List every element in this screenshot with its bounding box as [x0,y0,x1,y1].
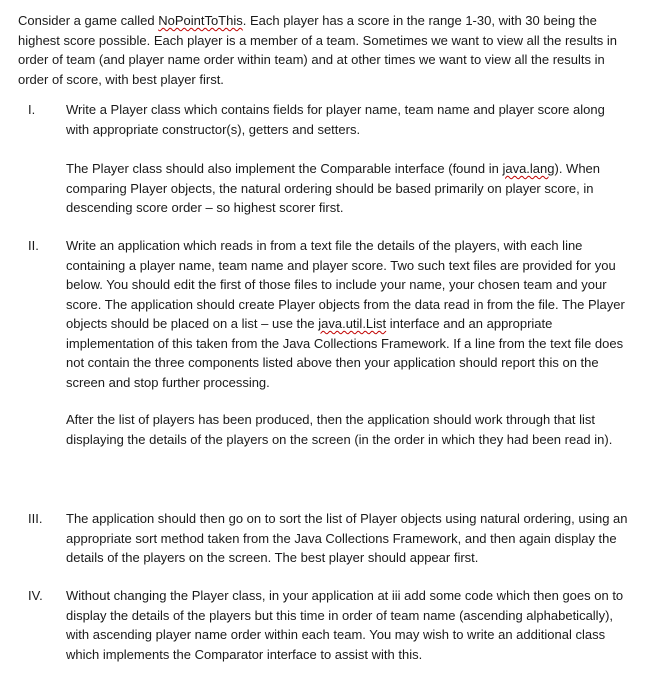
game-name: NoPointToThis [158,13,243,28]
item-4-paragraph-1: Without changing the Player class, in your application at iii add some code which then goes on to display the details of the players but this time in order of team name (ascending alphabetically), with ascending player name order within each team. You may wish to write an additional class which implements the Comparator interface to assist with this. [66,588,624,662]
item-number-2: II. [28,238,39,253]
item-2-paragraph-1-start: Write an application which reads in from a text file the details of the players, with each line containing a player name, team name and player score. Two such text files are provided for you below. You should edit the first of those files to include your name, your chosen team and your score. The application should create Player objects from the data read in from the file. The Player objects should be placed on a list – use the [66,238,625,331]
item-1-paragraph-2-start: The Player class should also implement the Comparable interface (found in [66,161,503,176]
item-number-3: III. [28,511,43,526]
item-number-1: I. [28,102,36,117]
item-1-paragraph-2 [66,159,628,218]
intro-text-start: Consider a game called [18,13,159,28]
item-3-paragraph-1: The application should then go on to sort the list of Player objects using natural ordering, using an appropriate sort method taken from the Java Collections Framework, and then again display the details of the players on the screen. The best player should appear first. [66,511,628,565]
item-1-paragraph-2-end: ). When comparing Player objects, the natural ordering should be based primarily on player score, in descending score order – so highest scorer first. [66,161,601,215]
intro-paragraph [18,11,628,89]
java-lang-reference: java.lang [502,161,555,176]
java-util-list-reference: java.util.List [318,316,387,331]
item-2-paragraph-2: After the list of players has been produced, then the application should work through that list displaying the details of the players on the screen (in the order in which they had been read in). [66,412,613,447]
item-number-4: IV. [28,588,43,603]
item-2-paragraph-1-end: interface and an appropriate implementation of this taken from the Java Collections Framework. If a line from the text file does not contain the three components listed above then your application should report this on the screen and stop further processing. [66,316,624,390]
intro-text-end: . Each player has a score in the range 1-30, with 30 being the highest score possible. Each player is a member of a team. Sometimes we want to view all the results in order of team (and player name order within team) and at other times we want to view all the results in order of score, with best player first. [18,13,617,87]
item-1-paragraph-1: Write a Player class which contains fields for player name, team name and player score along with appropriate constructor(s), getters and setters. [66,102,605,137]
item-2-paragraph-1 [66,236,628,392]
